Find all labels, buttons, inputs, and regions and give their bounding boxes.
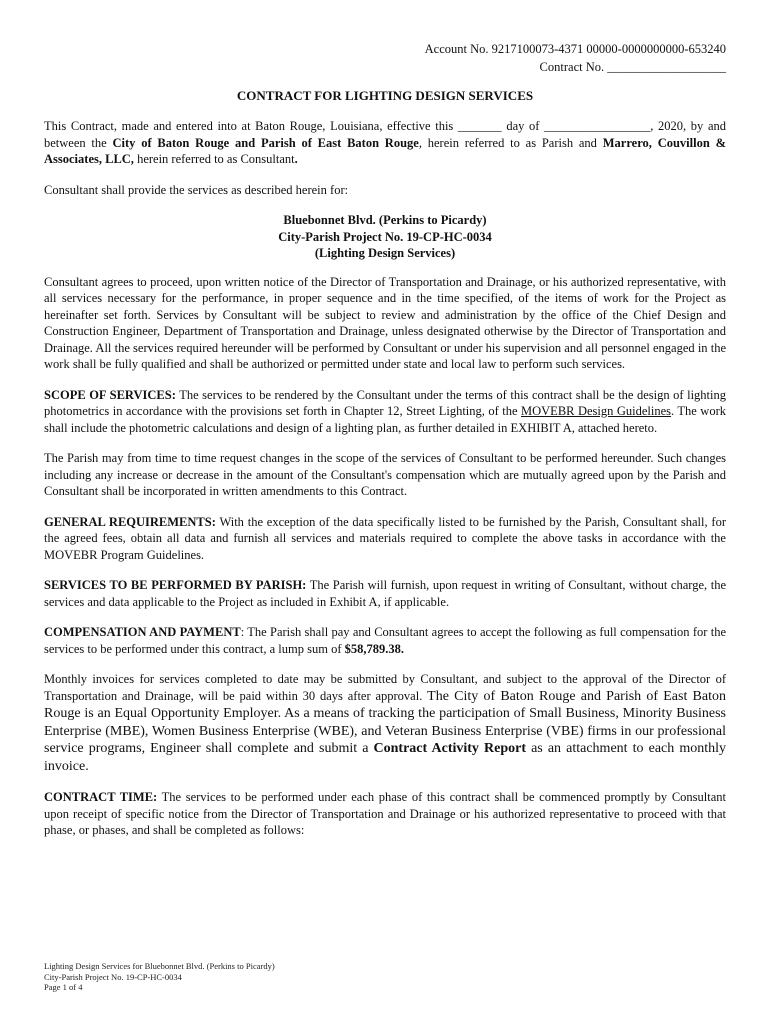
parish-services-paragraph [44, 577, 726, 610]
project-name: Bluebonnet Blvd. (Perkins to Picardy) [283, 213, 487, 227]
project-type: (Lighting Design Services) [314, 246, 456, 260]
guidelines-reference: MOVEBR Design Guidelines [521, 404, 672, 418]
footer-project-title: Lighting Design Services for Bluebonnet Blvd. (Perkins to Picardy) [44, 961, 275, 971]
agree-paragraph: Consultant agrees to proceed, upon written notice of the Director of Transportation and Drainage, or his authorized representative, with all services necessary for the performance, in proper sequence and in the time specified, of the items of work for the Project as hereinafter set forth. Services by Consultant will be subject to review and administration by the office of the Chief Design and Construction Engineer, Department of Transportation and Drainage, unless designated otherwise by the Director of Transportation and Drainage. All the services required hereunder will be performed by Consultant or under his supervision and all personnel engaged in the work shall be fully qualified and shall be authorized or permitted under state and local law to perform such services. [44, 274, 726, 371]
intro-text-1: This Contract, made and entered into at Baton Rouge, Louisiana, effective this _______ day of _________________, 2020, by and between the [44, 119, 726, 150]
intro-period: . [294, 152, 298, 166]
monthly-invoices-paragraph [44, 671, 726, 775]
compensation-paragraph [44, 624, 726, 657]
compensation-heading: COMPENSATION AND PAYMENT [44, 625, 241, 639]
footer-page-number: Page 1 of 4 [44, 982, 83, 992]
monthly-text-3: as an attachment to each monthly invoice. [44, 741, 726, 774]
scope-text-1: The services to be rendered by the Consultant under the terms of this contract shall be the design of lighting photometrics in accordance with the provisions set forth in Chapter 12, Street Lighting, of the [44, 387, 726, 418]
general-requirements-text: With the exception of the data specifically listed to be furnished by the Parish, Consultant shall, for the agreed fees, obtain all data and furnish all services and materials required to complete the above tasks in accordance with the MOVEBR Program Guidelines. [44, 514, 726, 562]
parish-services-heading: SERVICES TO BE PERFORMED BY PARISH: [44, 578, 307, 592]
provide-paragraph: Consultant shall provide the services as described herein for: [44, 182, 349, 197]
general-requirements-heading: GENERAL REQUIREMENTS: [44, 514, 216, 529]
scope-text-2: . The work shall include the photometric calculations and design of a lighting plan, as further detailed in EXHIBIT A, attached hereto. [44, 404, 726, 435]
compensation-amount: $58,789.38. [344, 641, 404, 656]
project-block [44, 212, 726, 262]
scope-paragraph [44, 387, 726, 437]
account-number: Account No. 9217100073-4371 00000-0000000000-653240 [424, 42, 726, 56]
monthly-text-2: The City of Baton Rouge and Parish of East Baton Rouge is an Equal Opportunity Employer. As a means of tracking the participation of Small Business, Minority Business Enterprise (MBE), Women Business Enterprise (WBE), and Veteran Business Enterprise (VBE) firms in our professional service programs, Engineer shall complete and submit a [44, 688, 726, 756]
intro-text-3: herein referred to as Consultant [133, 152, 295, 166]
contract-time-heading: CONTRACT TIME: [44, 790, 158, 804]
intro-paragraph [44, 118, 726, 168]
contract-activity-report: Contract Activity Report [373, 741, 526, 756]
contract-number: Contract No. ___________________ [539, 60, 726, 74]
parish-services-text: The Parish will furnish, upon request in writing of Consultant, without charge, the services and data applicable to the Project as included in Exhibit A, if applicable. [44, 578, 726, 609]
parish-name: City of Baton Rouge and Parish of East Baton Rouge [112, 135, 419, 150]
contract-time-text: The services to be performed under each phase of this contract shall be commenced promptly by Consultant upon receipt of specific notice from the Director of Transportation and Drainage or his authorized representative to proceed with that phase, or phases, and shall be completed as follows: [44, 790, 726, 837]
consultant-name: Marrero, Couvillon & Associates, LLC, [44, 135, 726, 166]
general-requirements-paragraph [44, 514, 726, 564]
contract-time-paragraph [44, 789, 726, 839]
document-title: CONTRACT FOR LIGHTING DESIGN SERVICES [236, 88, 534, 103]
scope-heading: SCOPE OF SERVICES: [44, 387, 176, 402]
page-footer [44, 961, 275, 993]
intro-text-2: , herein referred to as Parish and [418, 135, 603, 150]
compensation-text: : The Parish shall pay and Consultant agrees to accept the following as full compensation for the services to be performed under this contract, a lump sum of [44, 625, 726, 656]
footer-project-number: City-Parish Project No. 19-CP-HC-0034 [44, 971, 182, 982]
monthly-text-1: Monthly invoices for services completed to date may be submitted by Consultant, and subject to the approval of the Director of Transportation and Drainage, will be paid within 30 days after approval. [44, 672, 726, 703]
project-number: City-Parish Project No. 19-CP-HC-0034 [278, 229, 492, 244]
changes-paragraph: The Parish may from time to time request changes in the scope of the services of Consultant to be performed hereunder. Such changes including any increase or decrease in the amount of the Consultant's compensation which are mutually agreed upon by the Parish and Consultant shall be incorporated in written amendments to this Contract. [44, 451, 726, 498]
